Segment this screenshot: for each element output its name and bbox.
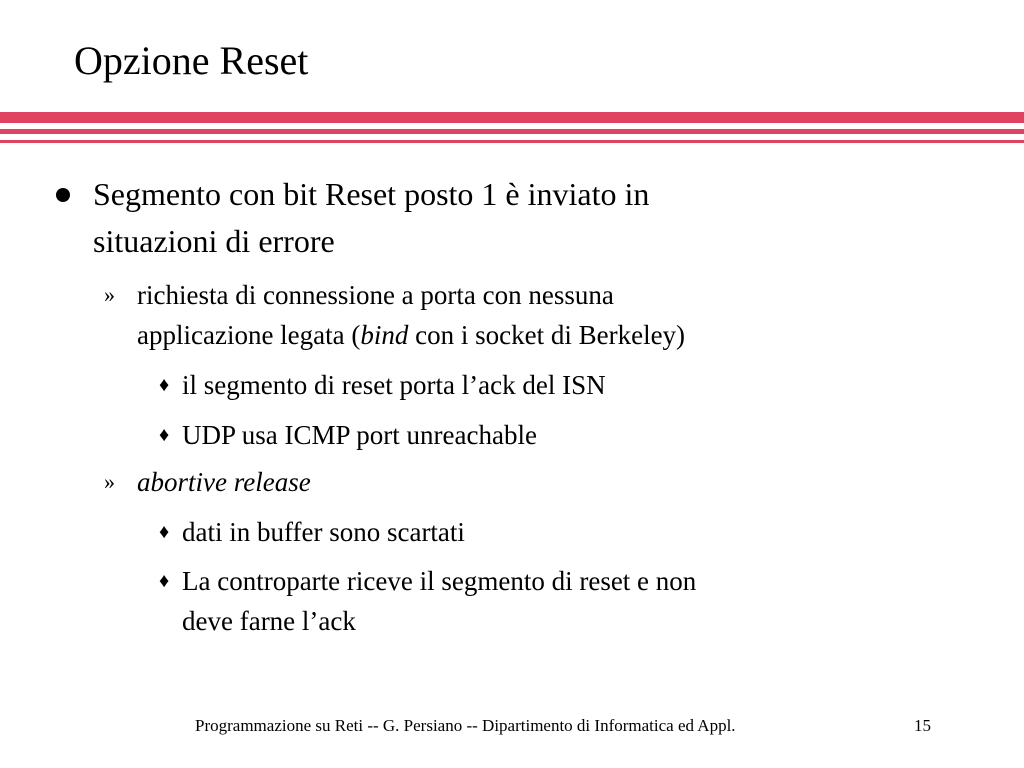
raquo-icon: » [104,282,115,307]
sub-bullet-text: richiesta di connessione a porta con nessuna [137,280,614,310]
bullet-dot-icon [56,188,70,202]
sub-sub-bullet-text: il segmento di reset porta l’ack del ISN [182,370,606,400]
sub-bullet-text-part: applicazione legata ( [137,320,361,350]
sub-bullet-text [137,316,685,354]
page-number: 15 [914,716,931,735]
sub-bullet-text-part: con i socket di Berkeley) [408,320,686,350]
diamond-icon: ♦ [159,570,170,592]
raquo-icon: » [104,469,115,494]
sub-sub-bullet-text: deve farne l’ack [182,606,356,636]
bullet-text: Segmento con bit Reset posto 1 è inviato in [93,176,650,212]
bind-emphasis: bind [360,320,409,350]
diamond-icon: ♦ [159,424,170,446]
sub-sub-bullet-text: dati in buffer sono scartati [182,517,465,547]
slide-footer: Programmazione su Reti -- G. Persiano -- Dipartimento di Informatica ed Appl. [195,716,736,735]
bullet-text: situazioni di errore [93,223,335,259]
sub-bullet-text [137,463,311,501]
sub-sub-bullet-text: UDP usa ICMP port unreachable [182,420,537,450]
diamond-icon: ♦ [159,521,170,543]
abortive-release-emphasis: abortive release [137,467,311,497]
sub-sub-bullet-text: La controparte riceve il segmento di reset e non [182,566,697,596]
diamond-icon: ♦ [159,374,170,396]
slide-title: Opzione Reset [74,38,309,83]
